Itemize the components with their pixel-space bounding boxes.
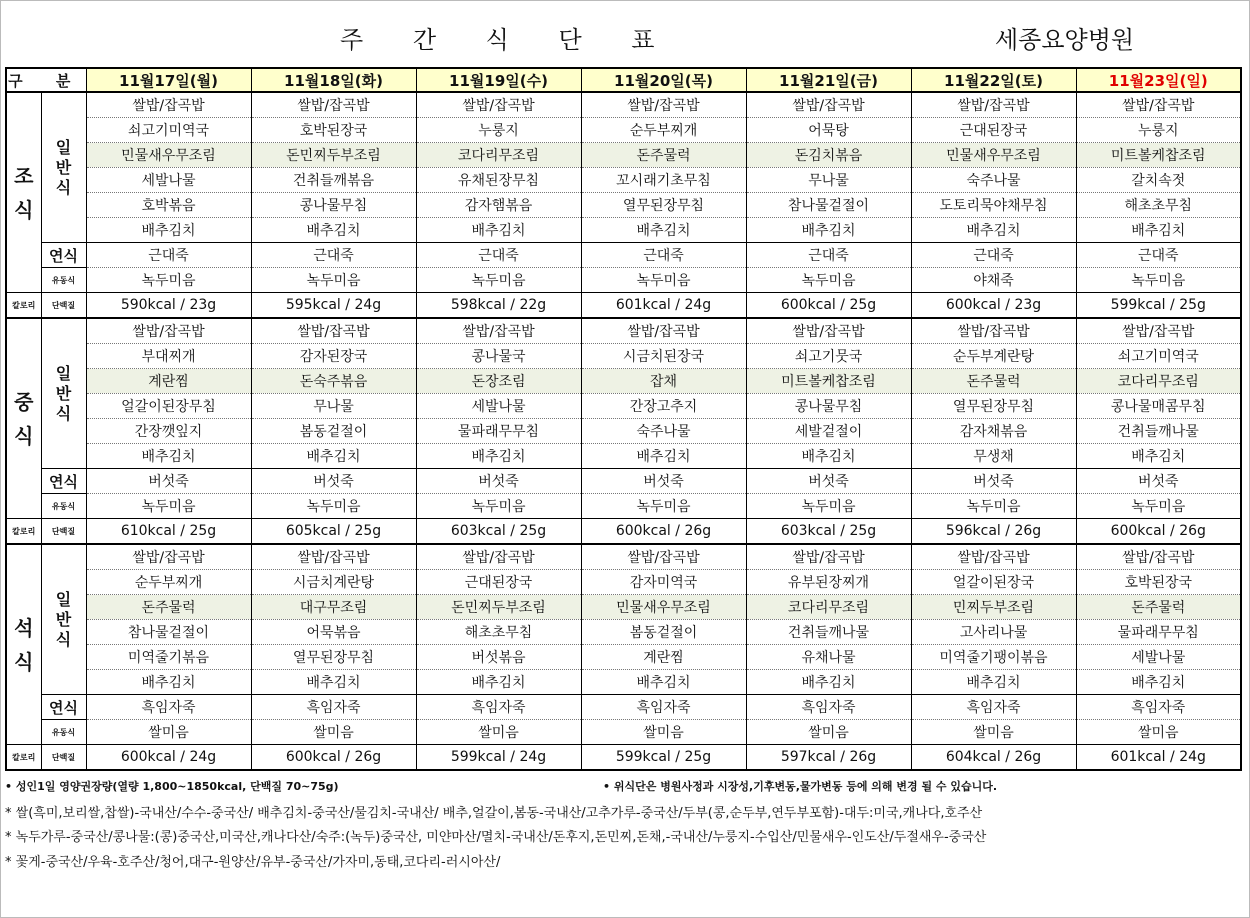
table-row	[6, 118, 1241, 143]
table-row	[6, 645, 1241, 670]
change-notice: • 위식단은 병원사정과 시장성,기후변동,물가변동 등에 의해 변경 될 수 있습니다.	[603, 780, 998, 793]
nutrition-value: 598kcal / 22g	[416, 293, 581, 319]
menu-item: 무생채	[911, 444, 1076, 469]
nutrition-value: 600kcal / 26g	[251, 745, 416, 771]
table-row	[6, 444, 1241, 469]
menu-item: 미트볼케찹조림	[746, 369, 911, 394]
general-diet-label: 일반식	[55, 363, 72, 423]
menu-item: 쌀밥/잡곡밥	[911, 92, 1076, 118]
menu-item: 흑임자죽	[1076, 695, 1241, 720]
menu-item: 민물새우무조림	[911, 143, 1076, 168]
meal-label: 중식	[14, 389, 34, 448]
general-diet-label-cell	[41, 318, 86, 469]
nutrition-value: 600kcal / 26g	[581, 519, 746, 545]
menu-item: 감자미역국	[581, 570, 746, 595]
menu-item: 코다리무조림	[1076, 369, 1241, 394]
menu-item: 쌀미음	[416, 720, 581, 745]
origin-note-3: * 꽃게-중국산/우육-호주산/청어,대구-원양산/유부-중국산/가자미,동태,코다리-러시아산/	[5, 855, 501, 870]
menu-item: 녹두미음	[746, 494, 911, 519]
header-day: 11월22일(토)	[911, 68, 1076, 92]
meal-label: 석식	[14, 615, 34, 674]
protein-label: 단백질	[41, 293, 86, 319]
menu-item: 유부된장찌개	[746, 570, 911, 595]
table-row	[6, 318, 1241, 344]
soft-diet-label: 연식	[41, 469, 86, 494]
menu-item: 간장깻잎지	[86, 419, 251, 444]
menu-item: 쌀미음	[86, 720, 251, 745]
menu-item: 갈치속젓	[1076, 168, 1241, 193]
menu-item: 쌀밥/잡곡밥	[86, 318, 251, 344]
menu-item: 순두부찌개	[581, 118, 746, 143]
menu-item: 무나물	[746, 168, 911, 193]
menu-item: 감자된장국	[251, 344, 416, 369]
menu-item: 배추김치	[86, 444, 251, 469]
menu-item: 봄동겉절이	[251, 419, 416, 444]
table-row	[6, 143, 1241, 168]
menu-item: 감자채볶음	[911, 419, 1076, 444]
menu-item: 참나물겉절이	[746, 193, 911, 218]
menu-item: 쌀밥/잡곡밥	[251, 544, 416, 570]
table-row	[6, 344, 1241, 369]
nutrition-value: 597kcal / 26g	[746, 745, 911, 771]
table-row	[6, 394, 1241, 419]
nutrition-value: 600kcal / 24g	[86, 745, 251, 771]
header-day: 11월17일(월)	[86, 68, 251, 92]
menu-item: 호박볶음	[86, 193, 251, 218]
menu-item: 건취들깨나물	[746, 620, 911, 645]
menu-item: 배추김치	[1076, 218, 1241, 243]
menu-item: 돈주물럭	[581, 143, 746, 168]
menu-item: 누룽지	[1076, 118, 1241, 143]
menu-item: 쌀밥/잡곡밥	[86, 544, 251, 570]
menu-item: 버섯죽	[86, 469, 251, 494]
header-day: 11월21일(금)	[746, 68, 911, 92]
menu-item: 쇠고기뭇국	[746, 344, 911, 369]
menu-item: 콩나물국	[416, 344, 581, 369]
menu-item: 고사리나물	[911, 620, 1076, 645]
menu-item: 배추김치	[581, 218, 746, 243]
menu-item: 쌀밥/잡곡밥	[911, 318, 1076, 344]
menu-item: 열무된장무침	[251, 645, 416, 670]
menu-item: 근대죽	[581, 243, 746, 268]
menu-item: 돈주물럭	[1076, 595, 1241, 620]
nutrition-value: 601kcal / 24g	[581, 293, 746, 319]
menu-item: 숙주나물	[581, 419, 746, 444]
menu-item: 시금치계란탕	[251, 570, 416, 595]
table-row	[6, 544, 1241, 570]
menu-item: 쌀밥/잡곡밥	[746, 544, 911, 570]
calorie-label: 칼로리	[6, 519, 41, 545]
origin-note-1: * 쌀(흑미,보리쌀,찹쌀)-국내산/수수-중국산/ 배추김치-중국산/물김치-국내산/ 배추,얼갈이,봄동-국내산/고추가루-중국산/두부(콩,순두부,연두부포함)-대두:미국,캐나다,호주산	[5, 806, 983, 821]
menu-item: 돈민찌두부조림	[251, 143, 416, 168]
menu-item: 녹두미음	[746, 268, 911, 293]
menu-item: 배추김치	[416, 218, 581, 243]
menu-item: 버섯죽	[581, 469, 746, 494]
nutrition-value: 599kcal / 24g	[416, 745, 581, 771]
menu-item: 근대죽	[86, 243, 251, 268]
menu-item: 쌀밥/잡곡밥	[911, 544, 1076, 570]
menu-item: 배추김치	[581, 444, 746, 469]
menu-item: 콩나물무침	[251, 193, 416, 218]
general-diet-label-cell	[41, 92, 86, 243]
menu-item: 근대죽	[911, 243, 1076, 268]
menu-item: 배추김치	[251, 444, 416, 469]
menu-item: 배추김치	[746, 444, 911, 469]
menu-item: 녹두미음	[86, 268, 251, 293]
menu-item: 미역줄기볶음	[86, 645, 251, 670]
menu-item: 버섯죽	[416, 469, 581, 494]
menu-item: 참나물겉절이	[86, 620, 251, 645]
menu-item: 쌀밥/잡곡밥	[416, 544, 581, 570]
menu-item: 버섯볶음	[416, 645, 581, 670]
menu-item: 돈민찌두부조림	[416, 595, 581, 620]
menu-item: 근대죽	[1076, 243, 1241, 268]
weekly-menu-table	[5, 67, 1242, 771]
menu-item: 잡채	[581, 369, 746, 394]
menu-item: 콩나물무침	[746, 394, 911, 419]
soft-diet-label: 연식	[41, 695, 86, 720]
table-row	[6, 193, 1241, 218]
menu-item: 계란찜	[581, 645, 746, 670]
header-day: 11월20일(목)	[581, 68, 746, 92]
table-row	[6, 369, 1241, 394]
menu-item: 쌀밥/잡곡밥	[86, 92, 251, 118]
menu-item: 배추김치	[416, 444, 581, 469]
menu-item: 쌀밥/잡곡밥	[416, 92, 581, 118]
menu-item: 쇠고기미역국	[86, 118, 251, 143]
menu-item: 배추김치	[911, 218, 1076, 243]
liquid-diet-label: 유동식	[41, 720, 86, 745]
menu-item: 유채된장무침	[416, 168, 581, 193]
menu-item: 쌀미음	[1076, 720, 1241, 745]
menu-item: 배추김치	[746, 670, 911, 695]
menu-item: 배추김치	[86, 218, 251, 243]
menu-item: 민물새우무조림	[86, 143, 251, 168]
menu-item: 쌀밥/잡곡밥	[416, 318, 581, 344]
header-day: 11월23일(일)	[1076, 68, 1241, 92]
table-row	[6, 419, 1241, 444]
soft-diet-row	[6, 243, 1241, 268]
table-row	[6, 218, 1241, 243]
calorie-label: 칼로리	[6, 293, 41, 319]
menu-item: 쌀미음	[911, 720, 1076, 745]
menu-item: 돈주물럭	[911, 369, 1076, 394]
menu-item: 쌀밥/잡곡밥	[746, 318, 911, 344]
menu-item: 간장고추지	[581, 394, 746, 419]
table-row	[6, 670, 1241, 695]
menu-item: 흑임자죽	[86, 695, 251, 720]
menu-item: 봄동겉절이	[581, 620, 746, 645]
liquid-diet-row	[6, 494, 1241, 519]
menu-item: 열무된장무침	[581, 193, 746, 218]
menu-item: 야채죽	[911, 268, 1076, 293]
menu-item: 건취들깨나물	[1076, 419, 1241, 444]
header-row	[6, 68, 1241, 92]
menu-item: 녹두미음	[911, 494, 1076, 519]
menu-item: 미트볼케찹조림	[1076, 143, 1241, 168]
menu-item: 물파래무무침	[416, 419, 581, 444]
table-row	[6, 595, 1241, 620]
liquid-diet-row	[6, 268, 1241, 293]
menu-item: 미역줄기팽이볶음	[911, 645, 1076, 670]
nutrition-row	[6, 519, 1241, 545]
menu-item: 열무된장무침	[911, 394, 1076, 419]
nutrition-value: 595kcal / 24g	[251, 293, 416, 319]
meal-label-cell	[6, 318, 41, 519]
menu-item: 감자햄볶음	[416, 193, 581, 218]
menu-item: 흑임자죽	[251, 695, 416, 720]
menu-item: 얼갈이된장무침	[86, 394, 251, 419]
nutrition-value: 599kcal / 25g	[581, 745, 746, 771]
menu-item: 근대죽	[416, 243, 581, 268]
meal-label-cell	[6, 92, 41, 293]
menu-item: 녹두미음	[251, 268, 416, 293]
menu-item: 버섯죽	[1076, 469, 1241, 494]
menu-item: 쌀미음	[581, 720, 746, 745]
hospital-name: 세종요양병원	[995, 26, 1135, 54]
header-day: 11월19일(수)	[416, 68, 581, 92]
menu-item: 흑임자죽	[416, 695, 581, 720]
menu-item: 누룽지	[416, 118, 581, 143]
liquid-diet-label: 유동식	[41, 494, 86, 519]
menu-item: 근대된장국	[416, 570, 581, 595]
menu-item: 근대된장국	[911, 118, 1076, 143]
general-diet-label: 일반식	[55, 137, 72, 197]
menu-item: 어묵볶음	[251, 620, 416, 645]
menu-item: 버섯죽	[746, 469, 911, 494]
menu-item: 흑임자죽	[581, 695, 746, 720]
soft-diet-row	[6, 695, 1241, 720]
menu-item: 민찌두부조림	[911, 595, 1076, 620]
protein-label: 단백질	[41, 745, 86, 771]
menu-item: 무나물	[251, 394, 416, 419]
menu-item: 쌀밥/잡곡밥	[1076, 318, 1241, 344]
menu-item: 녹두미음	[581, 268, 746, 293]
menu-item: 돈숙주볶음	[251, 369, 416, 394]
meal-label-cell	[6, 544, 41, 745]
menu-item: 쌀밥/잡곡밥	[251, 92, 416, 118]
menu-item: 녹두미음	[1076, 268, 1241, 293]
menu-item: 호박된장국	[251, 118, 416, 143]
general-diet-label: 일반식	[55, 589, 72, 649]
menu-item: 쌀밥/잡곡밥	[581, 318, 746, 344]
nutrition-value: 600kcal / 26g	[1076, 519, 1241, 545]
menu-item: 쌀밥/잡곡밥	[1076, 544, 1241, 570]
menu-item: 꼬시래기초무침	[581, 168, 746, 193]
menu-item: 어묵탕	[746, 118, 911, 143]
nutrition-value: 590kcal / 23g	[86, 293, 251, 319]
menu-item: 부대찌개	[86, 344, 251, 369]
table-row	[6, 620, 1241, 645]
origin-note-2: * 녹두가루-중국산/콩나물:(콩)중국산,미국산,캐나다산/숙주:(녹두)중국산, 미얀마산/멸치-국내산/돈후지,돈민찌,돈채,-국내산/누룽지-수입산/민물새우-인도산/두절새우-중국산	[5, 830, 987, 845]
menu-item: 배추김치	[251, 670, 416, 695]
menu-item: 쌀밥/잡곡밥	[251, 318, 416, 344]
nutrition-value: 603kcal / 25g	[746, 519, 911, 545]
menu-item: 대구무조림	[251, 595, 416, 620]
menu-item: 계란찜	[86, 369, 251, 394]
menu-item: 숙주나물	[911, 168, 1076, 193]
menu-item: 배추김치	[416, 670, 581, 695]
menu-item: 세발나물	[1076, 645, 1241, 670]
menu-item: 해초초무침	[1076, 193, 1241, 218]
menu-item: 흑임자죽	[911, 695, 1076, 720]
menu-item: 도토리묵야채무침	[911, 193, 1076, 218]
calorie-label: 칼로리	[6, 745, 41, 771]
menu-item: 배추김치	[581, 670, 746, 695]
nutrition-value: 596kcal / 26g	[911, 519, 1076, 545]
menu-item: 배추김치	[1076, 444, 1241, 469]
menu-item: 쌀밥/잡곡밥	[581, 544, 746, 570]
nutrition-value: 610kcal / 25g	[86, 519, 251, 545]
header-day: 11월18일(화)	[251, 68, 416, 92]
nutrition-value: 600kcal / 23g	[911, 293, 1076, 319]
menu-item: 버섯죽	[911, 469, 1076, 494]
page-title: 주 간 식 단 표	[340, 26, 657, 54]
menu-item: 녹두미음	[1076, 494, 1241, 519]
menu-item: 녹두미음	[416, 268, 581, 293]
header-gubun: 구 분	[6, 68, 86, 92]
menu-item: 순두부계란탕	[911, 344, 1076, 369]
menu-item: 해초초무침	[416, 620, 581, 645]
menu-item: 콩나물매콤무침	[1076, 394, 1241, 419]
menu-item: 근대죽	[746, 243, 911, 268]
menu-item: 배추김치	[1076, 670, 1241, 695]
menu-item: 돈김치볶음	[746, 143, 911, 168]
liquid-diet-row	[6, 720, 1241, 745]
menu-item: 배추김치	[86, 670, 251, 695]
liquid-diet-label: 유동식	[41, 268, 86, 293]
menu-item: 배추김치	[746, 218, 911, 243]
nutrition-value: 601kcal / 24g	[1076, 745, 1241, 771]
nutrition-value: 599kcal / 25g	[1076, 293, 1241, 319]
menu-item: 녹두미음	[581, 494, 746, 519]
menu-item: 쌀미음	[746, 720, 911, 745]
menu-item: 얼갈이된장국	[911, 570, 1076, 595]
menu-item: 세발나물	[416, 394, 581, 419]
menu-item: 쌀미음	[251, 720, 416, 745]
menu-item: 배추김치	[251, 218, 416, 243]
menu-item: 녹두미음	[416, 494, 581, 519]
table-row	[6, 168, 1241, 193]
menu-item: 흑임자죽	[746, 695, 911, 720]
menu-item: 물파래무무침	[1076, 620, 1241, 645]
nutrition-value: 605kcal / 25g	[251, 519, 416, 545]
menu-item: 돈주물럭	[86, 595, 251, 620]
nutrition-value: 604kcal / 26g	[911, 745, 1076, 771]
menu-item: 민물새우무조림	[581, 595, 746, 620]
protein-label: 단백질	[41, 519, 86, 545]
menu-item: 코다리무조림	[416, 143, 581, 168]
menu-item: 코다리무조림	[746, 595, 911, 620]
table-row	[6, 92, 1241, 118]
menu-item: 쇠고기미역국	[1076, 344, 1241, 369]
soft-diet-label: 연식	[41, 243, 86, 268]
menu-item: 호박된장국	[1076, 570, 1241, 595]
menu-item: 쌀밥/잡곡밥	[1076, 92, 1241, 118]
nutrition-row	[6, 293, 1241, 319]
nutrition-value: 600kcal / 25g	[746, 293, 911, 319]
menu-item: 세발겉절이	[746, 419, 911, 444]
menu-item: 유채나물	[746, 645, 911, 670]
nutrition-value: 603kcal / 25g	[416, 519, 581, 545]
menu-item: 쌀밥/잡곡밥	[581, 92, 746, 118]
menu-item: 근대죽	[251, 243, 416, 268]
meal-label: 조식	[14, 163, 34, 222]
menu-item: 돈장조림	[416, 369, 581, 394]
nutrition-row	[6, 745, 1241, 771]
menu-item: 버섯죽	[251, 469, 416, 494]
menu-item: 녹두미음	[251, 494, 416, 519]
menu-item: 건취들깨볶음	[251, 168, 416, 193]
general-diet-label-cell	[41, 544, 86, 695]
menu-item: 순두부찌개	[86, 570, 251, 595]
nutrition-recommendation: • 성인1일 영양권장량(열량 1,800~1850kcal, 단백질 70~75g)	[5, 780, 339, 793]
menu-item: 시금치된장국	[581, 344, 746, 369]
table-row	[6, 570, 1241, 595]
menu-item: 쌀밥/잡곡밥	[746, 92, 911, 118]
menu-item: 배추김치	[911, 670, 1076, 695]
soft-diet-row	[6, 469, 1241, 494]
menu-item: 세발나물	[86, 168, 251, 193]
menu-item: 녹두미음	[86, 494, 251, 519]
